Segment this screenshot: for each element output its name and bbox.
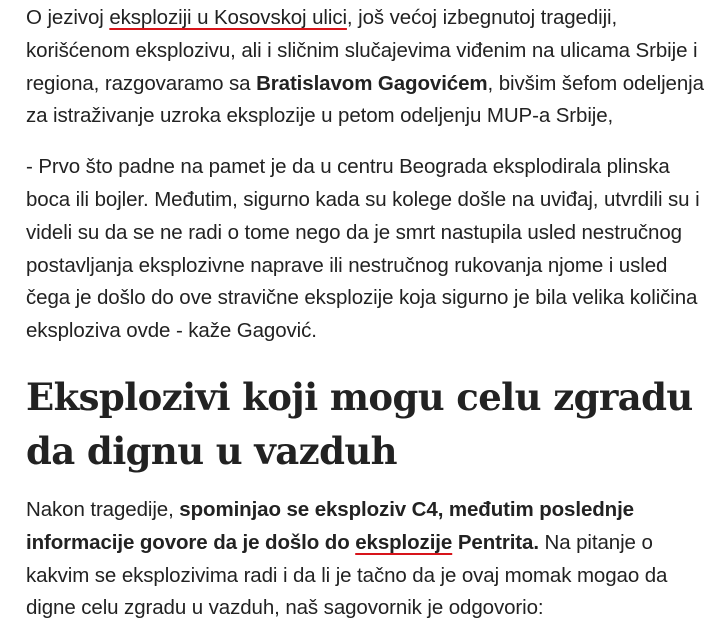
quote-paragraph: - Prvo što padne na pamet je da u centru Beograda eksplodirala plinska boca ili bojler. Međutim, sigurno kada su kolege došle na uviđaj, utvrdili su i videli su da se ne radi o tome nego da je smrt nastupila usled nestručnog postavljanja eksplozivne naprave ili nestručnog rukovanja njome i usled čega je došlo do ove stravične eksplozije koja sigurno je bila velika količina eksploziva ovde - kaže Gagović. <box>26 155 700 343</box>
interviewee-name: Bratislavom Gagovićem <box>256 71 488 95</box>
article-body <box>26 0 706 625</box>
intro-text-end: , bivšim šefom odeljenja za istraživanje uzroka eksplozije u petom odeljenju MUP-a Srbije, <box>26 71 704 128</box>
explosives-bold-start: spominjao se eksploziv C4, međutim poslednje informacije govore da je došlo do <box>26 497 634 554</box>
explosives-paragraph <box>26 494 706 625</box>
kosovska-explosion-link[interactable]: eksploziji u Kosovskoj ulici <box>109 6 347 29</box>
intro-text-start: O jezivoj <box>26 6 110 29</box>
explosives-text-start: Nakon tragedije, <box>26 497 180 521</box>
explosives-bold-end: Pentrita. <box>452 530 539 554</box>
section-heading: Eksplozivi koji mogu celu zgradu da dignu u vazduh <box>26 374 693 473</box>
explosion-link[interactable]: eksplozije <box>355 530 453 554</box>
explosives-text-end: Na pitanje o kakvim se eksplozivima radi i da li je tačno da je ovaj momak mogao da digne celu zgradu u vazduh, naš sagovornik je odgovorio: <box>26 530 668 620</box>
intro-paragraph <box>26 2 706 133</box>
intro-text-middle: , još većoj izbegnutoj tragediji, korišćenom eksplozivu, ali i sličnim slučajevima viđenim na ulicama Srbije i regiona, razgovaramo sa <box>26 6 698 95</box>
